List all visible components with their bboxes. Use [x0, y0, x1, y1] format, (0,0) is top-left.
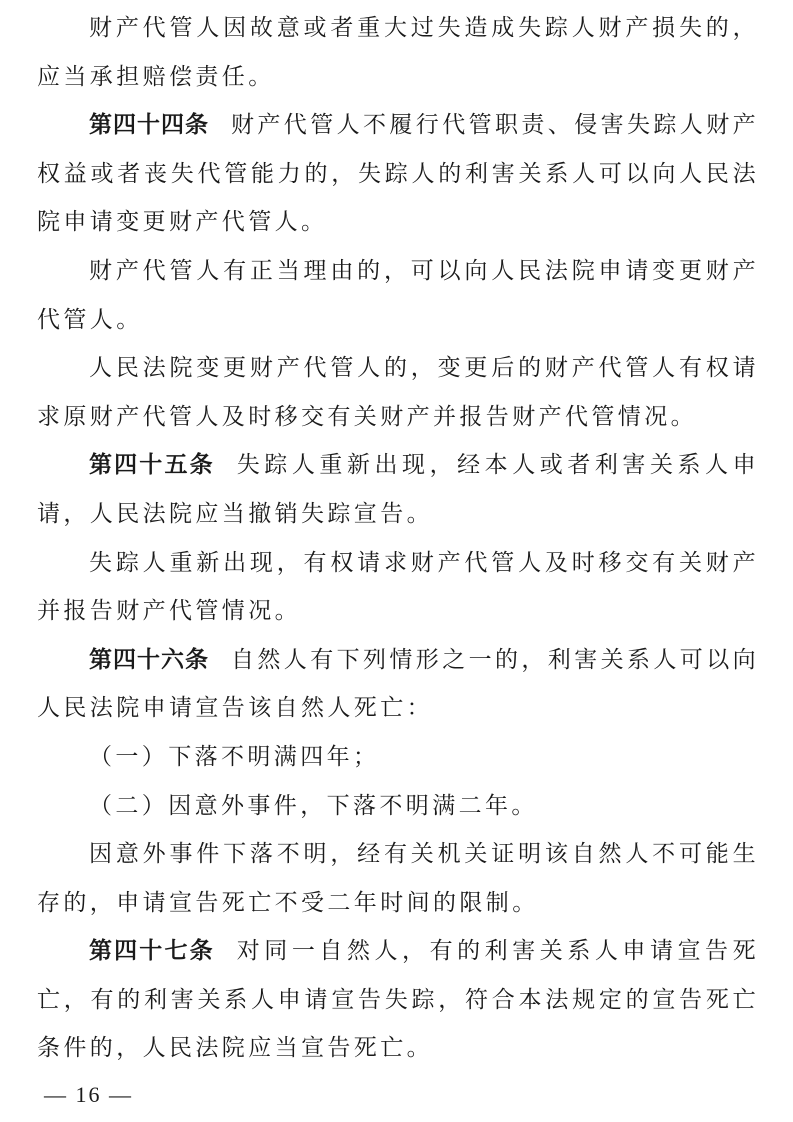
- paragraph-text: （一）下落不明满四年；: [89, 743, 380, 770]
- paragraph: [37, 247, 759, 344]
- paragraph-text: 财产代管人有正当理由的，可以向人民法院申请变更财产代管人。: [37, 257, 759, 333]
- page-number: — 16 —: [44, 1082, 133, 1107]
- document-body: [37, 0, 759, 1073]
- article-number: 第四十七条: [89, 938, 215, 965]
- article-number: 第四十六条: [89, 646, 209, 673]
- paragraph-text: 对同一自然人，有的利害关系人申请宣告死亡，有的利害关系人申请宣告失踪，符合本法规定的宣告死亡条件的，人民法院应当宣告死亡。: [37, 938, 760, 1062]
- paragraph: [37, 636, 759, 733]
- paragraph-text: 自然人有下列情形之一的，利害关系人可以向人民法院申请宣告该自然人死亡：: [37, 646, 759, 722]
- paragraph-text: 人民法院变更财产代管人的，变更后的财产代管人有权请求原财产代管人及时移交有关财产并报告财产代管情况。: [37, 355, 759, 430]
- paragraph: [37, 830, 759, 927]
- paragraph: [37, 733, 759, 782]
- paragraph-text: 失踪人重新出现，有权请求财产代管人及时移交有关财产并报告财产代管情况。: [37, 549, 759, 625]
- paragraph-text: （二）因意外事件，下落不明满二年。: [89, 792, 538, 819]
- article-number: 第四十四条: [89, 112, 209, 139]
- paragraph: [37, 927, 759, 1073]
- paragraph: [37, 101, 759, 247]
- paragraph: [37, 782, 759, 831]
- paragraph-text: 因意外事件下落不明，经有关机关证明该自然人不可能生存的，申请宣告死亡不受二年时间的限制。: [37, 841, 759, 916]
- paragraph-text: 财产代管人不履行代管职责、侵害失踪人财产权益或者丧失代管能力的，失踪人的利害关系人可以向人民法院申请变更财产代管人。: [37, 112, 759, 236]
- paragraph-text: 失踪人重新出现，经本人或者利害关系人申请，人民法院应当撤销失踪宣告。: [37, 452, 760, 527]
- article-number: 第四十五条: [89, 452, 215, 479]
- paragraph: [37, 539, 759, 636]
- paragraph-text: 财产代管人因故意或者重大过失造成失踪人财产损失的，应当承担赔偿责任。: [37, 15, 759, 90]
- paragraph: [37, 4, 759, 101]
- paragraph: [37, 344, 759, 441]
- paragraph: [37, 441, 759, 538]
